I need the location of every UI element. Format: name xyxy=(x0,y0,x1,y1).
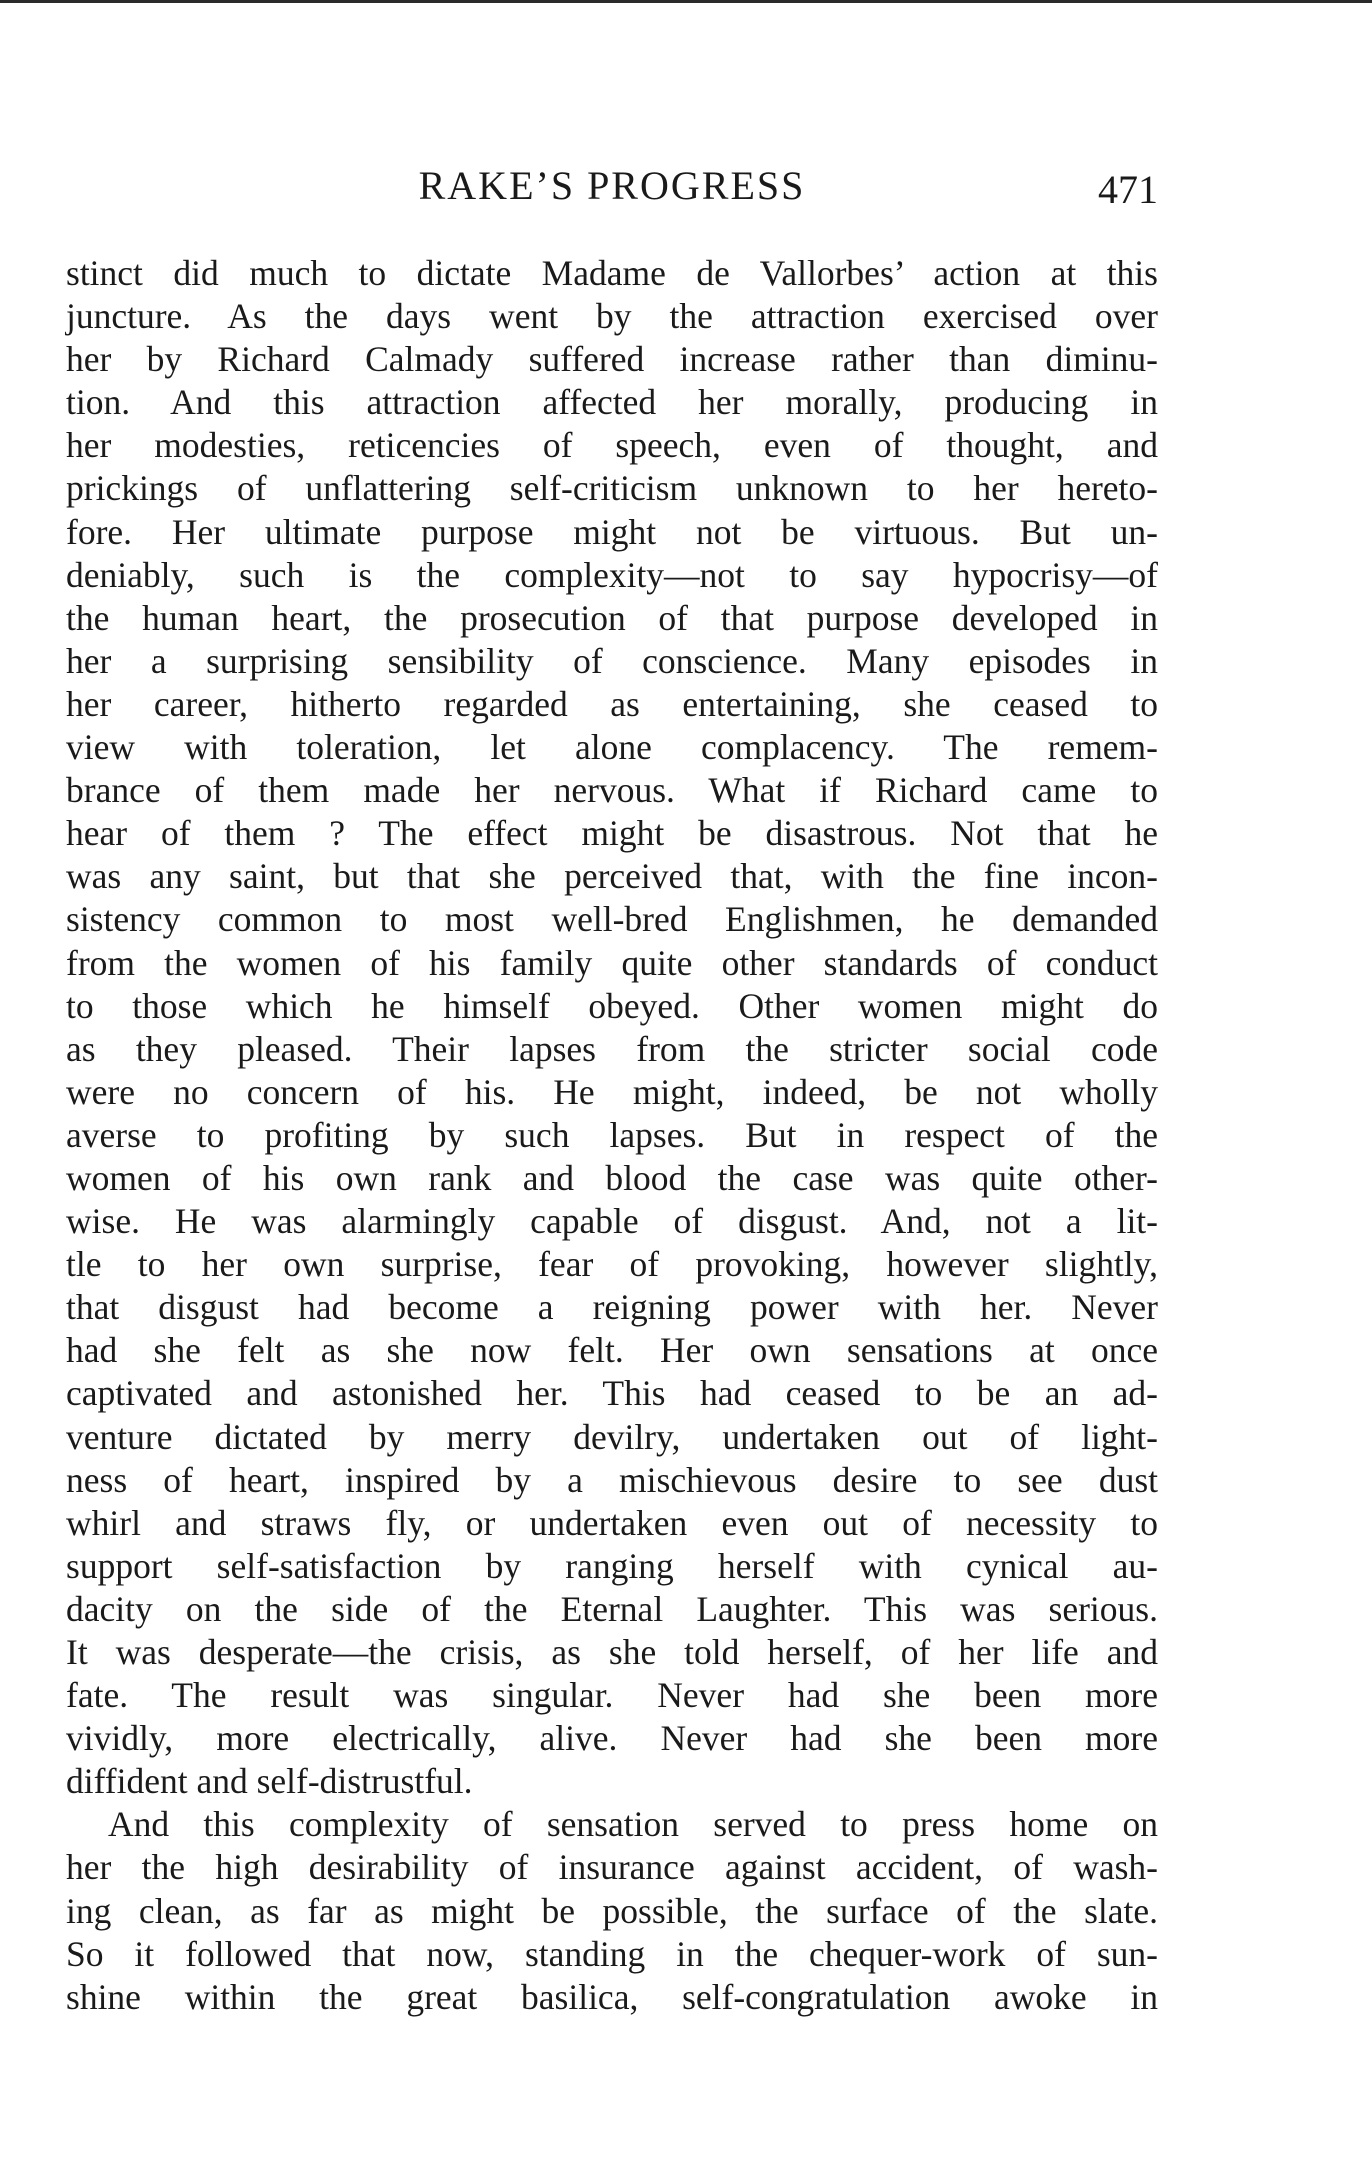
text-line: her a surprising sensibility of conscience. Many episodes in xyxy=(66,640,1158,681)
text-line: And this complexity of sensation served to press home on xyxy=(108,1804,1158,1845)
text-line: diffident and self-distrustful. xyxy=(66,1761,473,1802)
page-header xyxy=(66,156,1158,216)
text-line: from the women of his family quite other standards of conduct xyxy=(66,942,1158,983)
text-line: her modesties, reticencies of speech, even of thought, and xyxy=(66,425,1158,466)
text-line: captivated and astonished her. This had ceased to be an ad- xyxy=(66,1373,1158,1414)
text-line: to those which he himself obeyed. Other women might do xyxy=(66,985,1158,1026)
text-line: tion. And this attraction affected her morally, producing in xyxy=(66,382,1158,423)
text-line: So it followed that now, standing in the chequer-work of sun- xyxy=(66,1933,1158,1974)
text-line: whirl and straws fly, or undertaken even out of necessity to xyxy=(66,1502,1158,1543)
text-line: as they pleased. Their lapses from the stricter social code xyxy=(66,1028,1158,1069)
text-line: women of his own rank and blood the case was quite other- xyxy=(66,1157,1158,1198)
text-line: the human heart, the prosecution of that purpose developed in xyxy=(66,597,1158,638)
text-line: averse to profiting by such lapses. But in respect of the xyxy=(66,1114,1158,1155)
text-line: sistency common to most well-bred Englishmen, he demanded xyxy=(66,899,1158,940)
text-line: that disgust had become a reigning power with her. Never xyxy=(66,1287,1158,1328)
text-line: deniably, such is the complexity—not to say hypocrisy—of xyxy=(66,554,1158,595)
text-line: dacity on the side of the Eternal Laughter. This was serious. xyxy=(66,1588,1158,1629)
text-line: ness of heart, inspired by a mischievous desire to see dust xyxy=(66,1459,1158,1500)
text-line: brance of them made her nervous. What if Richard came to xyxy=(66,770,1158,811)
body-text xyxy=(66,252,1158,2019)
running-head: RAKE’S PROGRESS xyxy=(418,163,806,208)
text-line: her the high desirability of insurance against accident, of wash- xyxy=(66,1847,1158,1888)
text-line: was any saint, but that she perceived that, with the fine incon- xyxy=(66,856,1158,897)
text-line: support self-satisfaction by ranging herself with cynical au- xyxy=(66,1545,1158,1586)
text-line: juncture. As the days went by the attraction exercised over xyxy=(66,296,1158,337)
text-line: her by Richard Calmady suffered increase rather than diminu- xyxy=(66,339,1158,380)
text-line: ing clean, as far as might be possible, the surface of the slate. xyxy=(66,1890,1158,1931)
paragraph xyxy=(66,252,1158,1803)
top-page-rule xyxy=(0,0,1372,3)
page-number: 471 xyxy=(1098,167,1158,212)
text-line: fate. The result was singular. Never had she been more xyxy=(66,1675,1158,1716)
text-line: view with toleration, let alone complacency. The remem- xyxy=(66,727,1158,768)
text-line: were no concern of his. He might, indeed, be not wholly xyxy=(66,1071,1158,1112)
text-line: her career, hitherto regarded as entertaining, she ceased to xyxy=(66,683,1158,724)
text-line: stinct did much to dictate Madame de Vallorbes’ action at this xyxy=(66,253,1158,293)
text-line: prickings of unflattering self-criticism unknown to her hereto- xyxy=(66,468,1158,509)
text-line: had she felt as she now felt. Her own sensations at once xyxy=(66,1330,1158,1371)
text-line: hear of them ? The effect might be disastrous. Not that he xyxy=(66,813,1158,854)
text-line: vividly, more electrically, alive. Never had she been more xyxy=(66,1718,1158,1759)
text-line: tle to her own surprise, fear of provoking, however slightly, xyxy=(66,1244,1158,1285)
text-line: wise. He was alarmingly capable of disgust. And, not a lit- xyxy=(66,1201,1158,1242)
text-line: shine within the great basilica, self-congratulation awoke in xyxy=(66,1976,1158,2017)
text-line: fore. Her ultimate purpose might not be virtuous. But un- xyxy=(66,511,1158,552)
paragraph xyxy=(66,1803,1158,2018)
text-line: venture dictated by merry devilry, undertaken out of light- xyxy=(66,1416,1158,1457)
text-line: It was desperate—the crisis, as she told herself, of her life and xyxy=(66,1632,1158,1672)
